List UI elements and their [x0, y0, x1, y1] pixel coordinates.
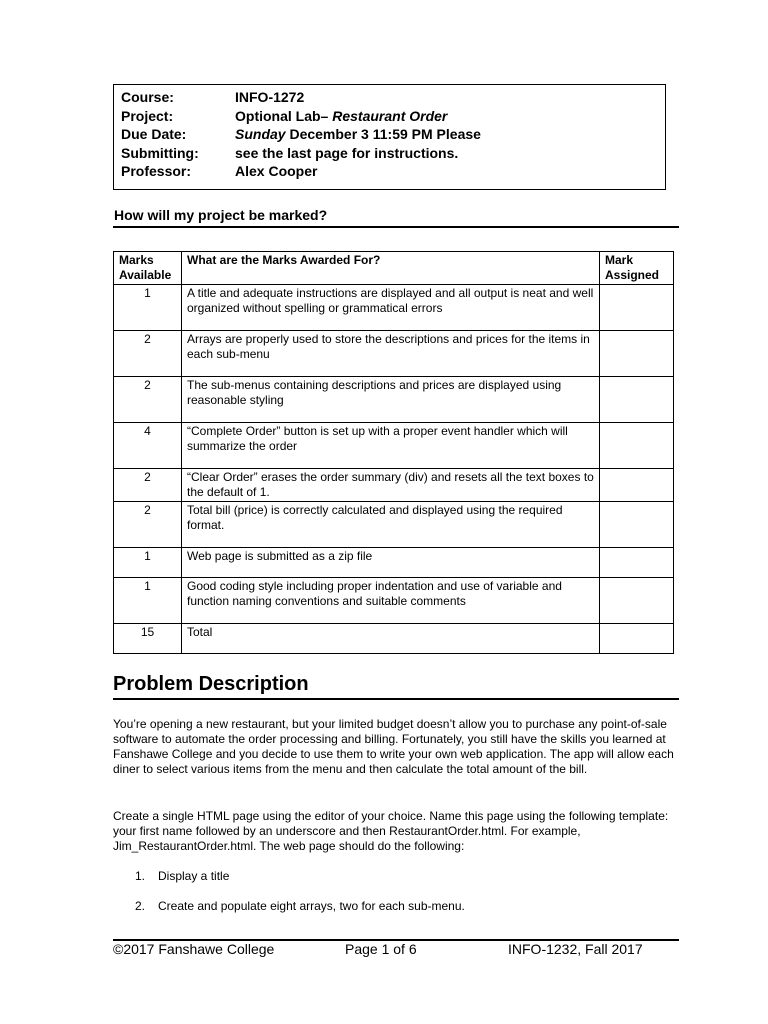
table-row — [114, 377, 674, 423]
project-value-prefix: Optional Lab– — [235, 107, 333, 124]
project-value — [235, 107, 447, 126]
course-label: Course: — [121, 89, 174, 105]
table-total-row — [114, 624, 674, 654]
intro-paragraph: You’re opening a new restaurant, but your limited budget doesn’t allow you to purchase any point-of-sale software to automate the order processing and billing. Fortunately, you still have the skills you learned at Fanshawe College and you decide to use them to write your own web application. The app will allow each diner to select various items from the menu and then calculate the total amount of the bill. — [113, 717, 674, 776]
table-row — [114, 548, 674, 578]
project-label: Project: — [121, 107, 174, 124]
list-item-number: 1. — [135, 869, 146, 883]
submitting-row — [121, 144, 659, 163]
mark-assigned-cell — [600, 285, 674, 331]
course-value: INFO-1272 — [235, 89, 305, 105]
mark-assigned-cell — [600, 331, 674, 377]
due-date-value — [235, 125, 481, 144]
list-item — [135, 869, 229, 884]
criteria-cell: The sub-menus containing descriptions and prices are displayed using reasonable styling — [182, 377, 600, 423]
marks-cell: 2 — [114, 331, 182, 377]
criteria-cell: A title and adequate instructions are displayed and all output is neat and well organized without spelling or grammatical errors — [182, 285, 600, 331]
marks-cell: 2 — [114, 469, 182, 502]
footer-page-number: Page 1 of 6 — [345, 941, 417, 957]
criteria-cell: Arrays are properly used to store the descriptions and prices for the items in each sub-menu — [182, 331, 600, 377]
due-date-rest: December 3 11:59 PM Please — [285, 126, 481, 142]
marks-cell: 1 — [114, 578, 182, 624]
total-marks-cell: 15 — [114, 624, 182, 654]
criteria-cell: Web page is submitted as a zip file — [182, 548, 600, 578]
due-date-row — [121, 125, 659, 144]
problem-heading-rule — [113, 698, 679, 700]
table-row — [114, 285, 674, 331]
heading-rule — [113, 226, 679, 228]
footer-course-term: INFO-1232, Fall 2017 — [508, 941, 643, 957]
header-marks-awarded-for: What are the Marks Awarded For? — [182, 252, 600, 285]
marks-cell: 4 — [114, 423, 182, 469]
due-date-day: Sunday — [235, 126, 286, 142]
list-item — [135, 899, 465, 914]
table-row — [114, 502, 674, 548]
professor-value: Alex Cooper — [235, 163, 318, 179]
marks-cell: 1 — [114, 548, 182, 578]
table-row — [114, 331, 674, 377]
marks-cell: 1 — [114, 285, 182, 331]
mark-assigned-cell — [600, 502, 674, 548]
header-mark-assigned: Mark Assigned — [600, 252, 674, 285]
project-row — [121, 107, 659, 126]
professor-row — [121, 162, 659, 181]
table-row — [114, 578, 674, 624]
mark-assigned-cell — [600, 548, 674, 578]
table-row — [114, 423, 674, 469]
mark-assigned-cell — [600, 423, 674, 469]
submitting-label: Submitting: — [121, 144, 199, 161]
mark-assigned-cell — [600, 469, 674, 502]
table-row — [114, 469, 674, 502]
marks-cell: 2 — [114, 377, 182, 423]
due-date-label: Due Date: — [121, 126, 187, 142]
footer-copyright: ©2017 Fanshawe College — [113, 941, 275, 957]
marks-cell: 2 — [114, 502, 182, 548]
marking-heading: How will my project be marked? — [114, 207, 328, 223]
header-marks-available: Marks Available — [114, 252, 182, 285]
criteria-cell: “Complete Order” button is set up with a proper event handler which will summarize the order — [182, 423, 600, 469]
mark-assigned-cell — [600, 578, 674, 624]
total-assigned-cell — [600, 624, 674, 654]
list-item-number: 2. — [135, 899, 146, 913]
marks-table — [113, 251, 674, 654]
course-row — [121, 88, 659, 107]
table-header-row — [114, 252, 674, 285]
total-label-cell: Total — [182, 624, 600, 654]
criteria-cell: “Clear Order” erases the order summary (div) and resets all the text boxes to the default of 1. — [182, 469, 600, 502]
mark-assigned-cell — [600, 377, 674, 423]
project-value-title: Restaurant Order — [332, 107, 448, 124]
instructions-paragraph: Create a single HTML page using the editor of your choice. Name this page using the following template: your first name followed by an underscore and then RestaurantOrder.html. For example, Jim_RestaurantOrder.html. The web page should do the following: — [113, 809, 669, 853]
problem-description-heading: Problem Description — [113, 673, 309, 695]
professor-label: Professor: — [121, 163, 192, 179]
list-item-text: Create and populate eight arrays, two for each sub-menu. — [158, 899, 465, 913]
criteria-cell: Good coding style including proper indentation and use of variable and function naming conventions and suitable comments — [182, 578, 600, 624]
course-info-box — [113, 84, 666, 190]
list-item-text: Display a title — [158, 869, 230, 883]
submitting-value: see the last page for instructions. — [235, 144, 459, 161]
criteria-cell: Total bill (price) is correctly calculated and displayed using the required format. — [182, 502, 600, 548]
